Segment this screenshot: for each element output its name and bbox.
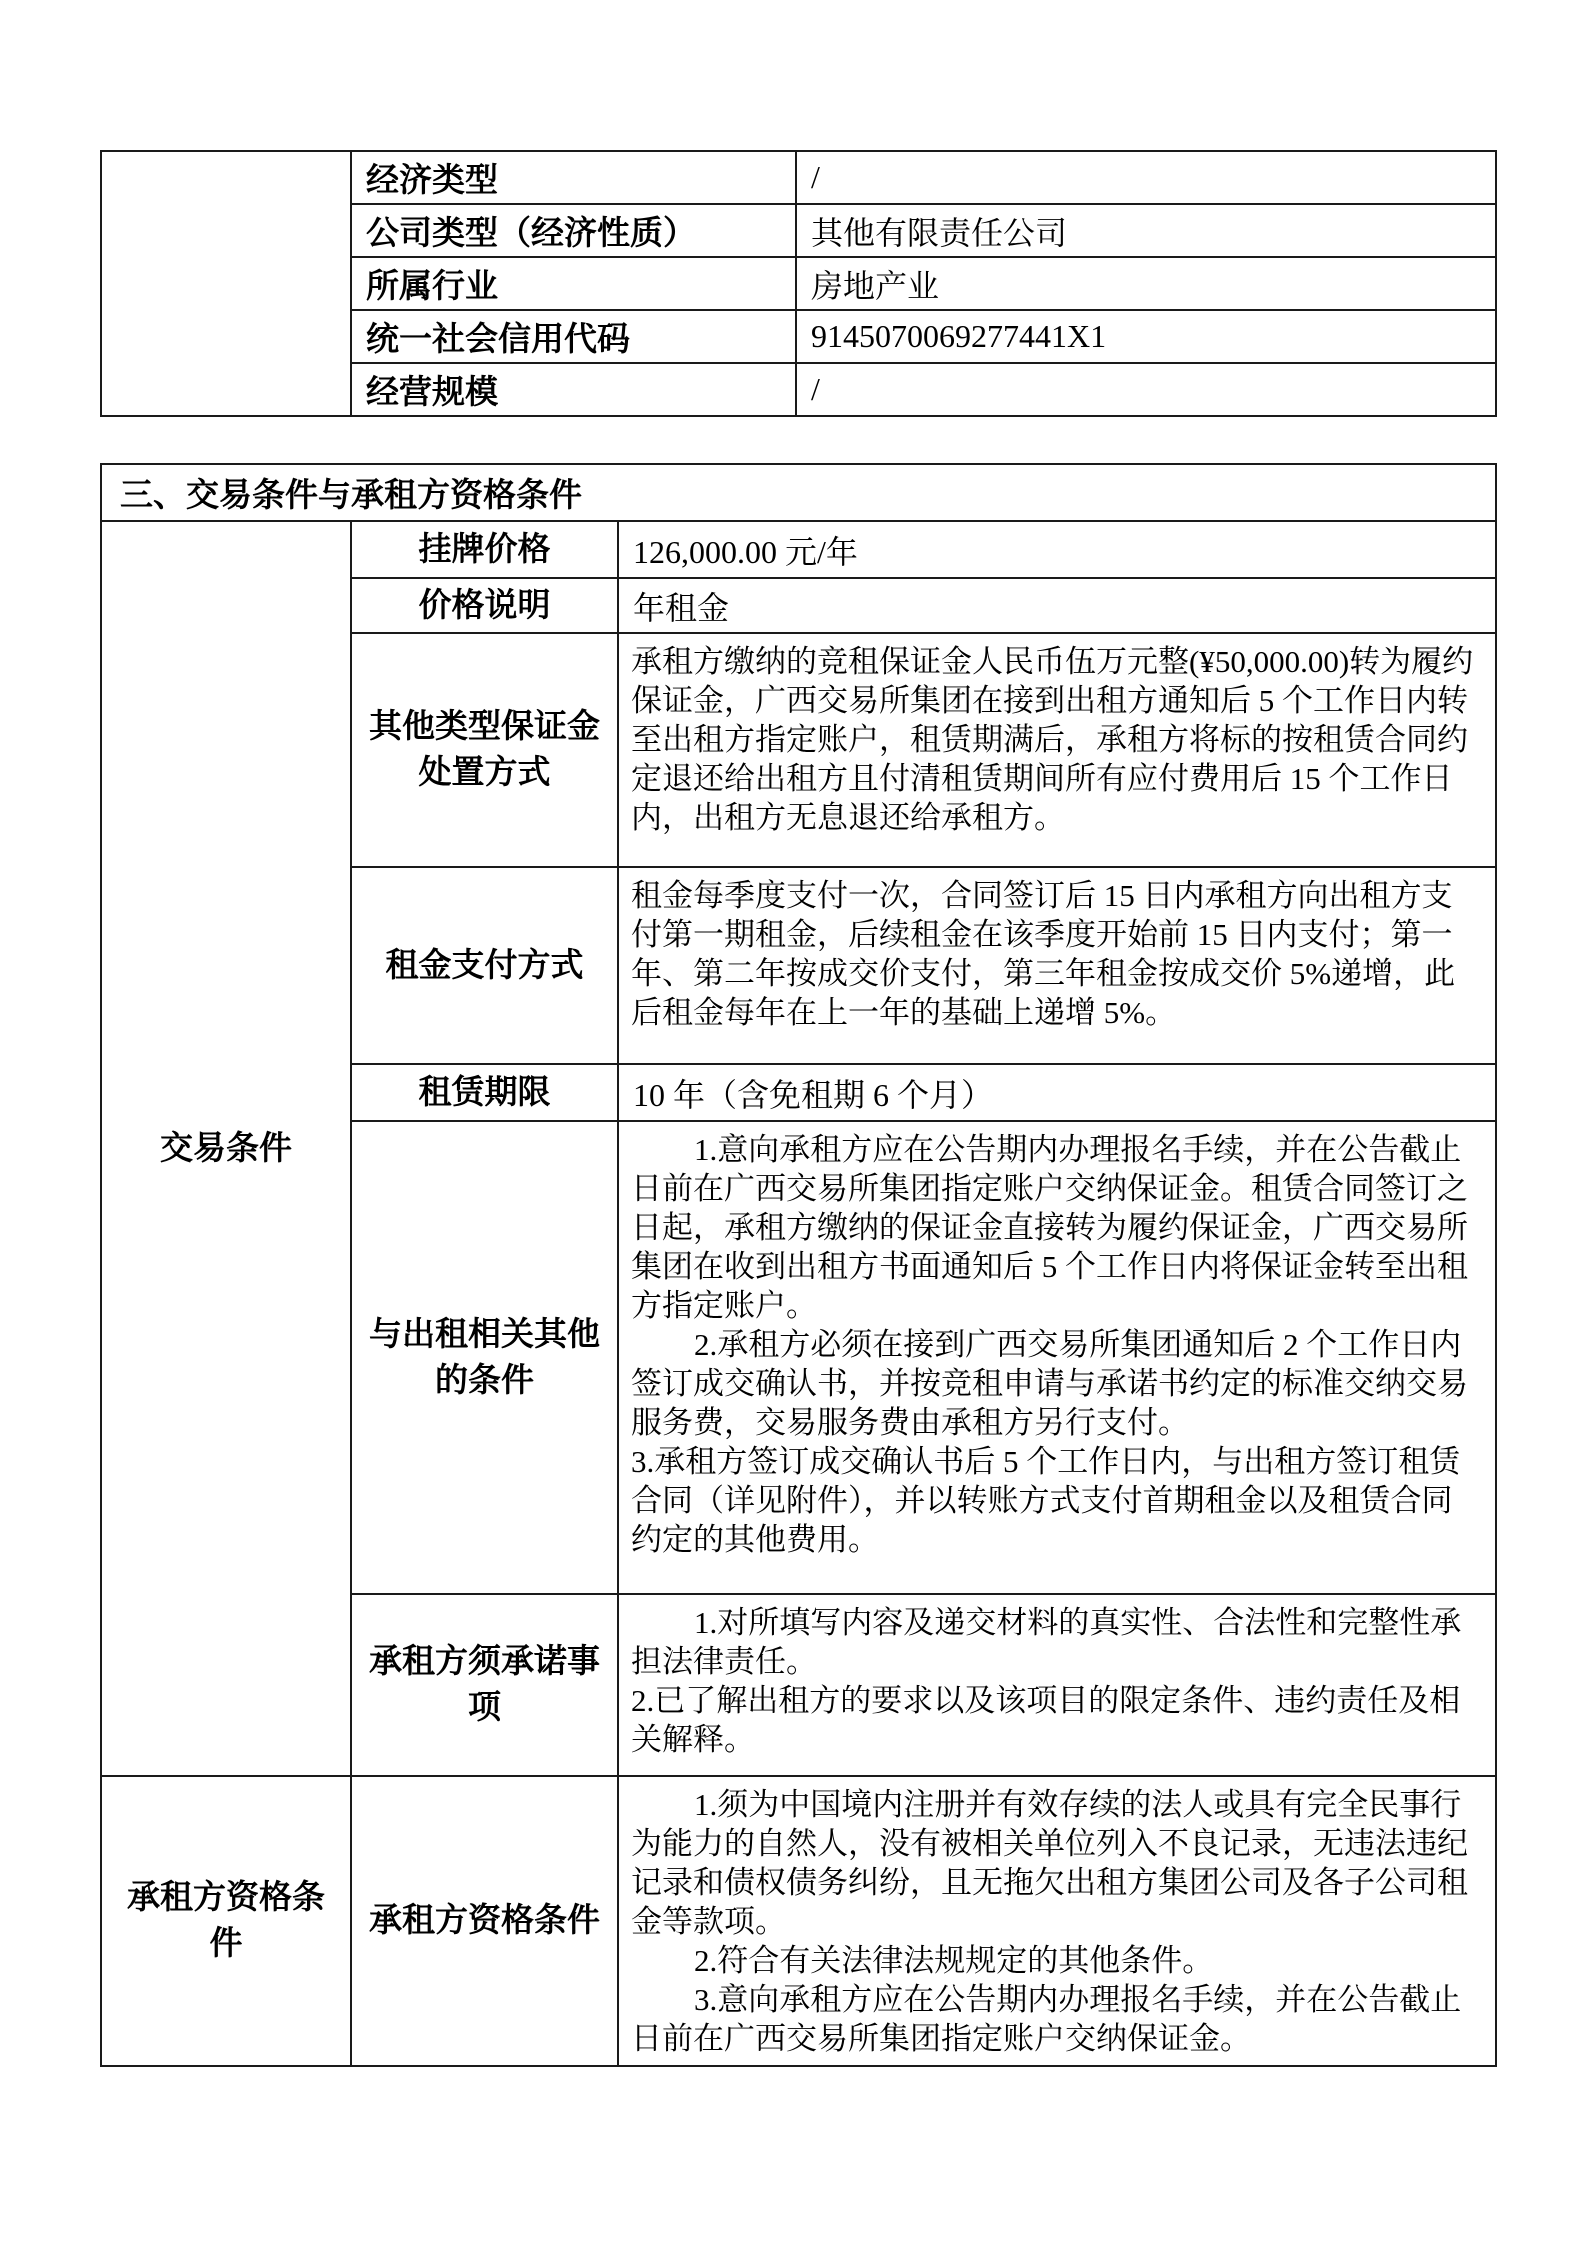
row-value: 9145070069277441X1 bbox=[796, 310, 1496, 363]
row-label: 租金支付方式 bbox=[351, 867, 618, 1064]
row-value: 年租金 bbox=[618, 578, 1496, 633]
row-label: 所属行业 bbox=[351, 257, 796, 310]
row-value bbox=[618, 1776, 1496, 2066]
row-value: 10 年（含免租期 6 个月） bbox=[618, 1064, 1496, 1121]
paragraph: 1.意向承租方应在公告期内办理报名手续，并在公告截止日前在广西交易所集团指定账户交纳保证金。租赁合同签订之日起，承租方缴纳的保证金直接转为履约保证金，广西交易所集团在收到出租方书面通知后 5 个工作日内将保证金转至出租方指定账户。 bbox=[631, 1132, 1468, 1323]
group-label-trade-conditions: 交易条件 bbox=[101, 521, 351, 1776]
row-label: 统一社会信用代码 bbox=[351, 310, 796, 363]
row-value: 房地产业 bbox=[796, 257, 1496, 310]
row-value bbox=[618, 1594, 1496, 1776]
table-row bbox=[101, 521, 1496, 578]
row-label: 与出租相关其他的条件 bbox=[351, 1121, 618, 1594]
merged-empty-cell bbox=[101, 151, 351, 416]
registrant-info-table bbox=[100, 150, 1497, 417]
paragraph: 2.承租方必须在接到广西交易所集团通知后 2 个工作日内签订成交确认书，并按竞租申请与承诺书约定的标准交纳交易服务费，交易服务费由承租方另行支付。 bbox=[631, 1327, 1468, 1440]
paragraph: 2.已了解出租方的要求以及该项目的限定条件、违约责任及相关解释。 bbox=[631, 1683, 1461, 1757]
paragraph: 1.对所填写内容及递交材料的真实性、合法性和完整性承担法律责任。 bbox=[631, 1605, 1462, 1679]
paragraph: 3.承租方签订成交确认书后 5 个工作日内，与出租方签订租赁合同（详见附件），并以转账方式支付首期租金以及租赁合同约定的其他费用。 bbox=[631, 1444, 1461, 1557]
paragraph: 2.符合有关法律法规规定的其他条件。 bbox=[694, 1943, 1214, 1978]
section-title: 三、交易条件与承租方资格条件 bbox=[101, 464, 1496, 521]
row-label: 承租方须承诺事项 bbox=[351, 1594, 618, 1776]
paragraph: 承租方缴纳的竞租保证金人民币伍万元整(¥50,000.00)转为履约保证金，广西交易所集团在接到出租方通知后 5 个工作日内转至出租方指定账户，租赁期满后，承租方将标的按租赁合同约定退还给出租方且付清租赁期间所有应付费用后 15 个工作日内，出租方无息退还给承租方。 bbox=[631, 644, 1474, 835]
row-value bbox=[618, 1121, 1496, 1594]
group-label-lessee-qualification: 承租方资格条件 bbox=[101, 1776, 351, 2066]
row-value: 其他有限责任公司 bbox=[796, 204, 1496, 257]
row-value: / bbox=[796, 363, 1496, 416]
row-value: 126,000.00 元/年 bbox=[618, 521, 1496, 578]
row-value bbox=[618, 867, 1496, 1064]
section-header-row bbox=[101, 464, 1496, 521]
row-label: 公司类型（经济性质） bbox=[351, 204, 796, 257]
row-label: 经济类型 bbox=[351, 151, 796, 204]
row-label: 租赁期限 bbox=[351, 1064, 618, 1121]
paragraph: 1.须为中国境内注册并有效存续的法人或具有完全民事行为能力的自然人，没有被相关单位列入不良记录，无违法违纪记录和债权债务纠纷，且无拖欠出租方集团公司及各子公司租金等款项。 bbox=[631, 1787, 1468, 1939]
row-value: / bbox=[796, 151, 1496, 204]
table-row bbox=[101, 1776, 1496, 2066]
paragraph: 3.意向承租方应在公告期内办理报名手续，并在公告截止日前在广西交易所集团指定账户交纳保证金。 bbox=[631, 1982, 1462, 2056]
row-label: 其他类型保证金处置方式 bbox=[351, 633, 618, 867]
row-label: 承租方资格条件 bbox=[351, 1776, 618, 2066]
row-value bbox=[618, 633, 1496, 867]
paragraph: 租金每季度支付一次，合同签订后 15 日内承租方向出租方支付第一期租金，后续租金在该季度开始前 15 日内支付；第一年、第二年按成交价支付，第三年租金按成交价 5%递增，此后租金每年在上一年的基础上递增 5%。 bbox=[631, 878, 1456, 1030]
row-label: 挂牌价格 bbox=[351, 521, 618, 578]
trade-conditions-table bbox=[100, 463, 1497, 2067]
table-row bbox=[101, 151, 1496, 204]
row-label: 经营规模 bbox=[351, 363, 796, 416]
row-label: 价格说明 bbox=[351, 578, 618, 633]
